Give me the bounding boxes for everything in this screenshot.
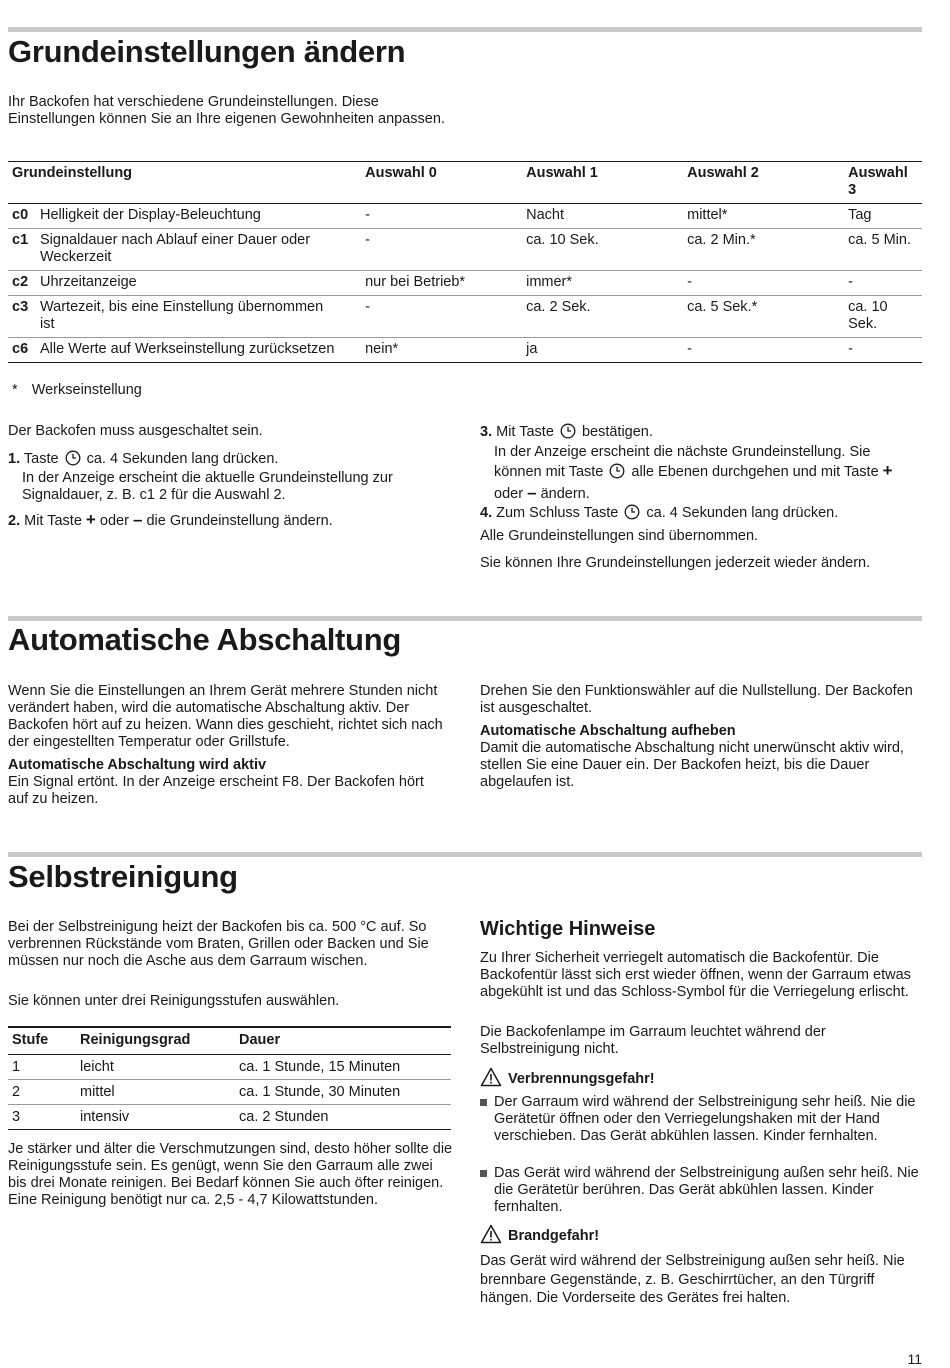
step-text: Zum Schluss Taste bbox=[496, 505, 619, 521]
warning-bullet-text: Das Gerät wird während der Selbstreinigung außen sehr heiß. Nie die Gerätetür berühren. Das Gerät abkühlen lassen. Kinder fernhalten. bbox=[494, 1165, 919, 1215]
burn-warning-heading bbox=[480, 1067, 655, 1092]
abschaltung-paragraph: Wenn Sie die Einstellungen an Ihrem Gerät mehrere Stunden nicht verändert haben, wird die automatische Abschaltung aktiv. Der Backofen hört auf zu heizen. Wann dies geschieht, richtet sich nach der eingestellten Temperatur oder Grillstufe. bbox=[8, 683, 443, 750]
table-cell: ca. 5 Sek.* bbox=[683, 296, 844, 338]
table-cell: 3 bbox=[8, 1105, 76, 1130]
column-header: Stufe bbox=[8, 1027, 76, 1055]
step-text: bestätigen. bbox=[581, 424, 653, 440]
table-cell: ca. 1 Stunde, 30 Minuten bbox=[235, 1080, 451, 1105]
section-rule bbox=[8, 852, 922, 857]
subheading-cancel: Automatische Abschaltung aufheben bbox=[480, 723, 736, 739]
column-header: Grundeinstellung bbox=[8, 162, 361, 204]
table-row bbox=[8, 271, 922, 296]
cleaning-intro: Bei der Selbstreinigung heizt der Backofen bis ca. 500 °C auf. So verbrennen Rückstände vom Braten, Grillen oder Backen und Sie müssen nur noch die Asche aus dem Garraum wischen. bbox=[8, 919, 429, 969]
footnote-mark: * bbox=[12, 382, 18, 398]
settings-table bbox=[8, 161, 922, 363]
table-cell: - bbox=[844, 338, 922, 363]
warning-title: Verbrennungsgefahr! bbox=[508, 1071, 655, 1087]
minus-key-symbol: – bbox=[132, 510, 143, 529]
table-cell: - bbox=[361, 229, 522, 271]
clock-icon bbox=[560, 423, 576, 444]
column-header: Auswahl 2 bbox=[683, 162, 844, 204]
step-text: ca. 4 Sekunden lang drücken. bbox=[646, 505, 839, 521]
note-text: Sie können Ihre Grundeinstellungen jederzeit wieder ändern. bbox=[480, 555, 871, 571]
step-text: In der Anzeige erscheint die nächste Grundeinstellung. Sie können mit Taste bbox=[494, 444, 871, 480]
step-text: alle Ebenen durchgehen und mit Taste bbox=[631, 463, 879, 480]
table-cell: nur bei Betrieb* bbox=[361, 271, 522, 296]
table-cell: ca. 2 Stunden bbox=[235, 1105, 451, 1130]
clock-icon bbox=[624, 504, 640, 525]
minus-key-symbol: – bbox=[527, 483, 537, 502]
setting-label: Uhrzeitanzeige bbox=[36, 271, 361, 296]
section-rule bbox=[8, 616, 922, 621]
result-text: Alle Grundeinstellungen sind übernommen. bbox=[480, 528, 759, 544]
table-cell: ca. 10 Sek. bbox=[522, 229, 683, 271]
table-cell: ca. 2 Sek. bbox=[522, 296, 683, 338]
table-cell: intensiv bbox=[76, 1105, 235, 1130]
subheading-active: Automatische Abschaltung wird aktiv bbox=[8, 757, 267, 773]
cleaning-table bbox=[8, 1026, 451, 1130]
setting-code: c3 bbox=[8, 296, 36, 338]
column-header: Auswahl 1 bbox=[522, 162, 683, 204]
table-row bbox=[8, 204, 922, 229]
warning-triangle-icon bbox=[480, 1224, 502, 1249]
setting-label: Signaldauer nach Ablauf einer Dauer oder Weckerzeit bbox=[36, 229, 361, 271]
list-item bbox=[480, 1165, 920, 1216]
table-cell: ca. 10 Sek. bbox=[844, 296, 922, 338]
table-cell: mittel* bbox=[683, 204, 844, 229]
setting-code: c0 bbox=[8, 204, 36, 229]
cleaning-frequency-paragraph: Je stärker und älter die Verschmutzungen sind, desto höher sollte die Reinigungsstufe sein. Es genügt, wenn Sie den Garraum alle zwei bis drei Monate reinigen. Bei Bedarf können Sie auch öfter reinigen. Eine Reinigung benötigt nur ca. 2,5 - 4,7 Kilowattstunden. bbox=[8, 1141, 453, 1208]
page-number: 11 bbox=[907, 1351, 922, 1367]
instruction-step-3 bbox=[480, 423, 920, 444]
hinweis-paragraph: Die Backofenlampe im Garraum leuchtet während der Selbstreinigung nicht. bbox=[480, 1024, 826, 1057]
table-cell: 2 bbox=[8, 1080, 76, 1105]
table-cell: - bbox=[683, 271, 844, 296]
table-cell: ca. 2 Min.* bbox=[683, 229, 844, 271]
table-cell: ca. 1 Stunde, 15 Minuten bbox=[235, 1055, 451, 1080]
step-1-result: In der Anzeige erscheint die aktuelle Grundeinstellung zur Signaldauer, z. B. c1 2 für die Auswahl 2. bbox=[22, 470, 393, 503]
step-text: ca. 4 Sekunden lang drücken. bbox=[86, 451, 279, 467]
setting-label: Wartezeit, bis eine Einstellung übernommen ist bbox=[36, 296, 361, 338]
table-footnote bbox=[12, 382, 142, 399]
precondition-text: Der Backofen muss ausgeschaltet sein. bbox=[8, 423, 263, 439]
table-row bbox=[8, 229, 922, 271]
bullet-square-icon bbox=[480, 1170, 487, 1177]
table-cell: ja bbox=[522, 338, 683, 363]
setting-code: c6 bbox=[8, 338, 36, 363]
step-text: Mit Taste bbox=[24, 513, 82, 529]
table-cell: - bbox=[683, 338, 844, 363]
setting-label: Alle Werte auf Werkseinstellung zurücksetzen bbox=[36, 338, 361, 363]
section-title-grundeinstellungen: Grundeinstellungen ändern bbox=[8, 34, 406, 69]
table-cell: Tag bbox=[844, 204, 922, 229]
clock-icon bbox=[65, 450, 81, 471]
table-row bbox=[8, 1055, 451, 1080]
setting-code: c1 bbox=[8, 229, 36, 271]
step-number: 3. bbox=[480, 424, 493, 440]
step-number: 4. bbox=[480, 505, 493, 521]
warning-triangle-icon bbox=[480, 1067, 502, 1092]
table-cell: immer* bbox=[522, 271, 683, 296]
table-cell: mittel bbox=[76, 1080, 235, 1105]
setting-code: c2 bbox=[8, 271, 36, 296]
cleaning-levels-text: Sie können unter drei Reinigungsstufen auswählen. bbox=[8, 993, 340, 1009]
cancel-paragraph: Damit die automatische Abschaltung nicht unerwünscht aktiv wird, stellen Sie eine Dauer ein. Der Backofen heizt, bis die Dauer abgelaufen ist. bbox=[480, 740, 904, 790]
step-text: Taste bbox=[23, 451, 59, 467]
section-title-selbstreinigung: Selbstreinigung bbox=[8, 859, 238, 894]
plus-key-symbol: + bbox=[85, 510, 96, 529]
setting-label: Helligkeit der Display-Beleuchtung bbox=[36, 204, 361, 229]
instruction-step-1 bbox=[8, 450, 448, 471]
table-row bbox=[8, 338, 922, 363]
step-3-result bbox=[494, 443, 914, 504]
instruction-step-4 bbox=[480, 504, 920, 525]
table-cell: ca. 5 Min. bbox=[844, 229, 922, 271]
step-text: die Grundeinstellung ändern. bbox=[146, 513, 333, 529]
fire-warning-text: Das Gerät wird während der Selbstreinigung außen sehr heiß. Nie brennbare Gegenstände, z. B. Geschirrtücher, an den Türgriff hängen. Die Vorderseite des Gerätes frei halten. bbox=[480, 1253, 905, 1306]
switch-off-paragraph: Drehen Sie den Funktionswähler auf die Nullstellung. Der Backofen ist ausgeschaltet. bbox=[480, 683, 913, 716]
table-row bbox=[8, 1080, 451, 1105]
table-cell: nein* bbox=[361, 338, 522, 363]
step-number: 2. bbox=[8, 513, 21, 529]
bullet-square-icon bbox=[480, 1099, 487, 1106]
step-text: oder bbox=[99, 513, 129, 529]
instruction-step-2 bbox=[8, 511, 448, 530]
list-item bbox=[480, 1094, 920, 1145]
table-cell: - bbox=[844, 271, 922, 296]
column-header: Auswahl 0 bbox=[361, 162, 522, 204]
footnote-text: Werkseinstellung bbox=[31, 382, 142, 398]
warning-bullet-text: Der Garraum wird während der Selbstreinigung sehr heiß. Nie die Gerätetür öffnen oder den Verriegelungshaken mit der Hand verschieben. Das Gerät abkühlen lassen. Kinder fernhalten. bbox=[494, 1094, 916, 1144]
hinweise-heading: Wichtige Hinweise bbox=[480, 918, 656, 940]
column-header: Auswahl 3 bbox=[844, 162, 922, 204]
table-cell: - bbox=[361, 296, 522, 338]
step-text: oder bbox=[494, 486, 524, 502]
table-header-row bbox=[8, 162, 922, 204]
section-title-abschaltung: Automatische Abschaltung bbox=[8, 622, 401, 657]
table-cell: leicht bbox=[76, 1055, 235, 1080]
table-row bbox=[8, 1105, 451, 1130]
column-header: Dauer bbox=[235, 1027, 451, 1055]
table-cell: - bbox=[361, 204, 522, 229]
warning-title: Brandgefahr! bbox=[508, 1228, 600, 1244]
table-cell: Nacht bbox=[522, 204, 683, 229]
step-number: 1. bbox=[8, 451, 21, 467]
table-header-row bbox=[8, 1027, 451, 1055]
section-rule bbox=[8, 27, 922, 32]
intro-paragraph: Ihr Backofen hat verschiedene Grundeinstellungen. Diese Einstellungen können Sie an Ihre eigenen Gewohnheiten anpassen. bbox=[8, 94, 445, 127]
hinweis-paragraph: Zu Ihrer Sicherheit verriegelt automatisch die Backofentür. Die Backofentür lässt sich erst wieder öffnen, wenn der Garraum etwas abgekühlt ist und das Schloss-Symbol für die Verriegelung erlischt. bbox=[480, 950, 911, 1000]
column-header: Reinigungsgrad bbox=[76, 1027, 235, 1055]
plus-key-symbol: + bbox=[882, 460, 893, 480]
step-text: ändern. bbox=[540, 486, 590, 502]
table-row bbox=[8, 296, 922, 338]
active-paragraph: Ein Signal ertönt. In der Anzeige erscheint F8. Der Backofen hört auf zu heizen. bbox=[8, 774, 424, 807]
clock-icon bbox=[609, 463, 625, 485]
step-text: Mit Taste bbox=[496, 424, 554, 440]
table-cell: 1 bbox=[8, 1055, 76, 1080]
fire-warning-heading bbox=[480, 1224, 599, 1249]
